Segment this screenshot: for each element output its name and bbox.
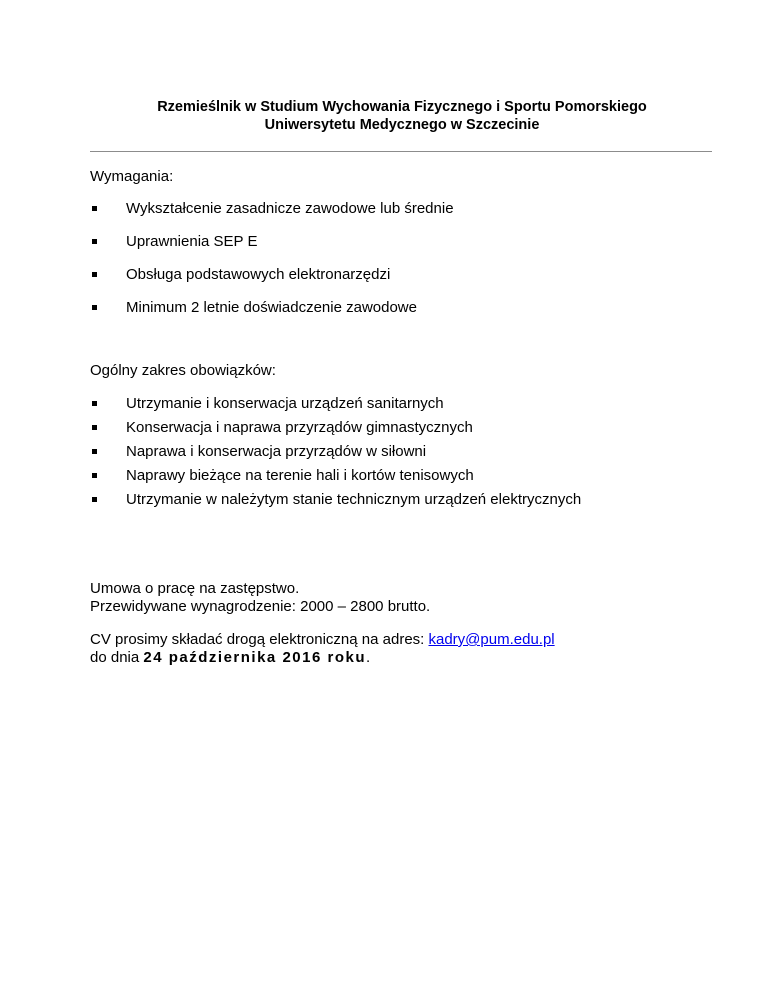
list-item-text: Naprawa i konserwacja przyrządów w siłowni <box>126 443 427 460</box>
application-line <box>90 631 555 649</box>
list-item <box>90 299 454 317</box>
square-bullet-icon <box>92 449 97 454</box>
deadline-suffix: . <box>365 649 371 666</box>
list-item-text: Utrzymanie w należytym stanie technicznym urządzeń elektrycznych <box>126 491 582 508</box>
page-title <box>92 98 712 134</box>
list-item <box>90 200 454 218</box>
requirements-list <box>90 200 454 332</box>
contract-type: Umowa o pracę na zastępstwo. <box>90 580 300 597</box>
list-item-text: Uprawnienia SEP E <box>126 233 258 250</box>
duties-list <box>90 395 581 515</box>
list-item-text: Wykształcenie zasadnicze zawodowe lub średnie <box>126 200 454 217</box>
duties-heading: Ogólny zakres obowiązków: <box>90 362 276 379</box>
contract-info <box>90 580 430 616</box>
square-bullet-icon <box>92 239 97 244</box>
list-item <box>90 419 581 437</box>
salary-info: Przewidywane wynagrodzenie: 2000 – 2800 brutto. <box>90 598 431 615</box>
list-item-text: Obsługa podstawowych elektronarzędzi <box>126 266 391 283</box>
square-bullet-icon <box>92 206 97 211</box>
list-item-text: Minimum 2 letnie doświadczenie zawodowe <box>126 299 417 316</box>
application-text: CV prosimy składać drogą elektroniczną na adres: <box>90 631 429 648</box>
application-info <box>90 631 555 667</box>
list-item <box>90 395 581 413</box>
list-item <box>90 467 581 485</box>
email-link[interactable]: kadry@pum.edu.pl <box>428 631 555 648</box>
deadline-prefix: do dnia <box>90 649 144 666</box>
square-bullet-icon <box>92 305 97 310</box>
square-bullet-icon <box>92 473 97 478</box>
list-item-text: Konserwacja i naprawa przyrządów gimnastycznych <box>126 419 473 436</box>
list-item <box>90 491 581 509</box>
title-line-1: Rzemieślnik w Studium Wychowania Fizycznego i Sportu Pomorskiego <box>157 99 647 115</box>
deadline-date: 24 października 2016 roku <box>143 649 366 666</box>
square-bullet-icon <box>92 401 97 406</box>
deadline-line <box>90 649 555 667</box>
list-item <box>90 266 454 284</box>
list-item-text: Naprawy bieżące na terenie hali i kortów tenisowych <box>126 467 474 484</box>
list-item <box>90 233 454 251</box>
horizontal-divider <box>90 151 712 152</box>
list-item-text: Utrzymanie i konserwacja urządzeń sanitarnych <box>126 395 444 412</box>
square-bullet-icon <box>92 272 97 277</box>
requirements-heading: Wymagania: <box>90 168 174 185</box>
title-line-2: Uniwersytetu Medycznego w Szczecinie <box>264 117 540 133</box>
square-bullet-icon <box>92 425 97 430</box>
square-bullet-icon <box>92 497 97 502</box>
list-item <box>90 443 581 461</box>
